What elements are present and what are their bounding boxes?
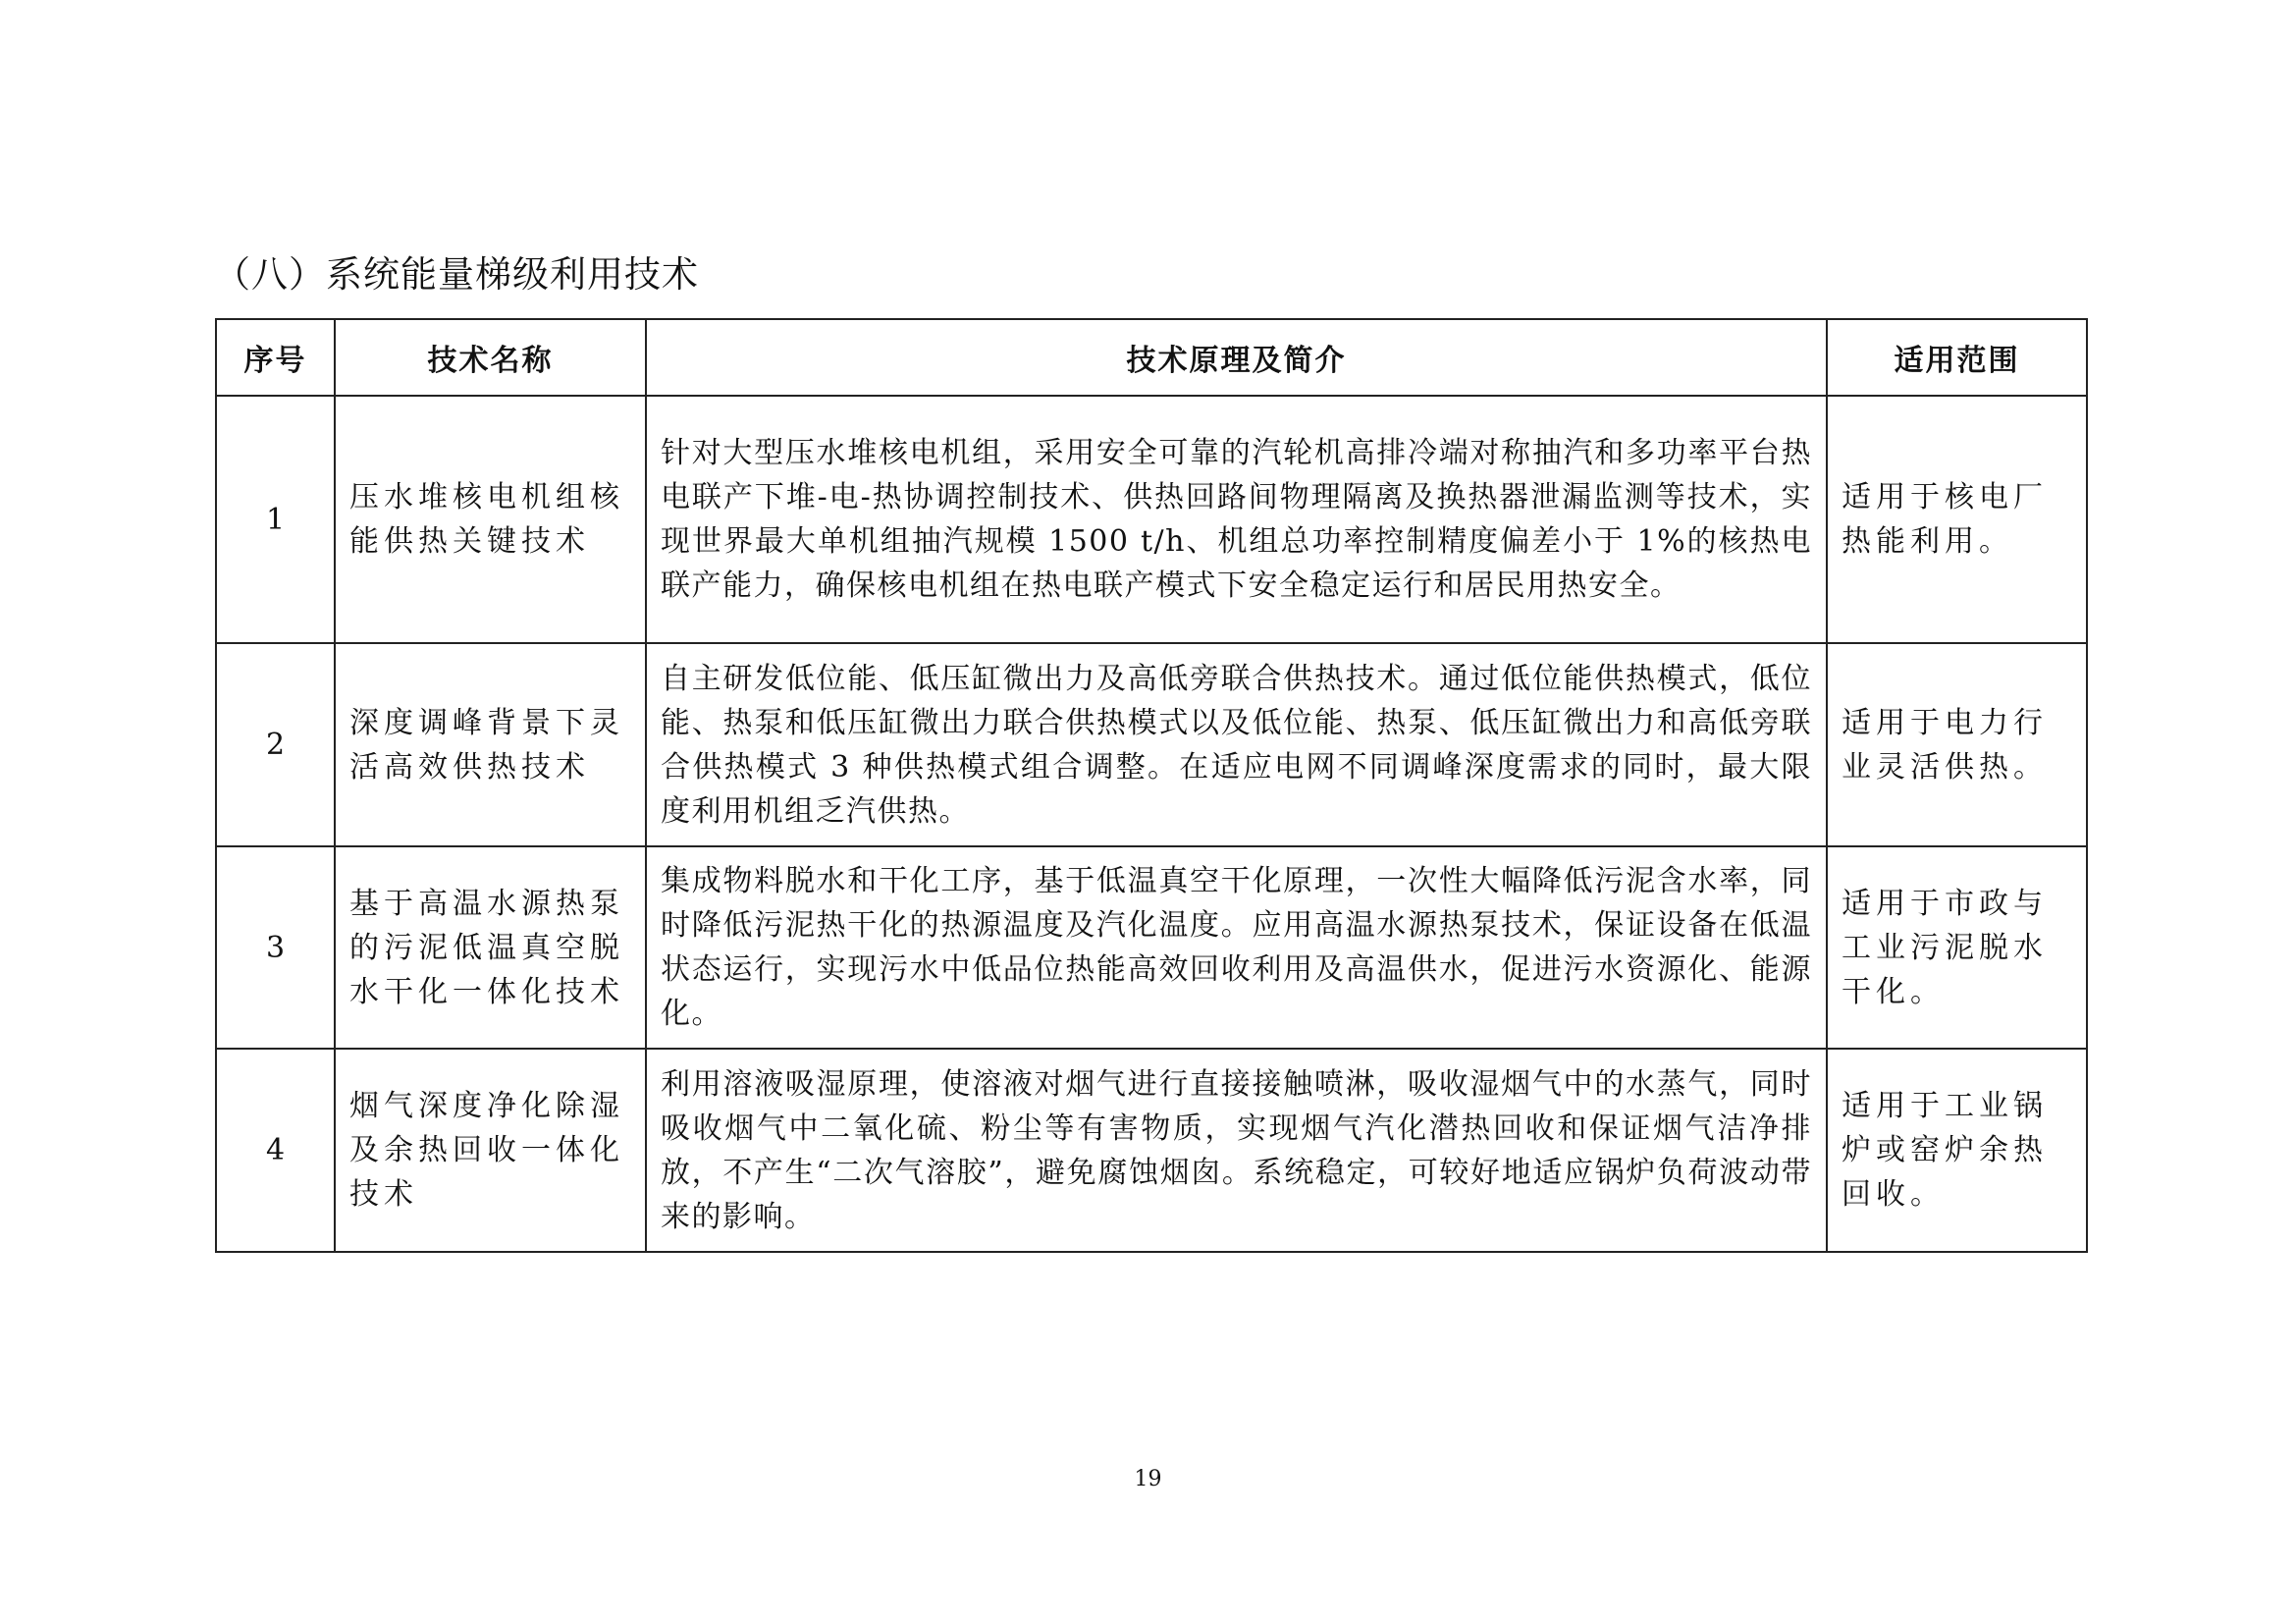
row-scope: 适用于核电厂热能利用。: [1827, 396, 2087, 643]
page-number: 19: [1134, 1467, 1162, 1491]
row-tech-name: 压水堆核电机组核能供热关键技术: [335, 396, 646, 643]
row-tech-name: 基于高温水源热泵的污泥低温真空脱水干化一体化技术: [335, 846, 646, 1049]
table-row: [216, 1049, 2087, 1252]
technology-table: [215, 318, 2088, 1253]
table-row: [216, 643, 2087, 846]
row-tech-name: 深度调峰背景下灵活高效供热技术: [335, 643, 646, 846]
table-header-row: [216, 319, 2087, 396]
row-description: 针对大型压水堆核电机组，采用安全可靠的汽轮机高排冷端对称抽汽和多功率平台热电联产下堆-电-热协调控制技术、供热回路间物理隔离及换热器泄漏监测等技术，实现世界最大单机组抽汽规模 1500 t/h、机组总功率控制精度偏差小于 1%的核热电联产能力，确保核电机组在热电联产模式下安全稳定运行和居民用热安全。: [646, 396, 1827, 643]
row-description: 利用溶液吸湿原理，使溶液对烟气进行直接接触喷淋，吸收湿烟气中的水蒸气，同时吸收烟气中二氧化硫、粉尘等有害物质，实现烟气汽化潜热回收和保证烟气洁净排放，不产生“二次气溶胶”，避免腐蚀烟囱。系统稳定，可较好地适应锅炉负荷波动带来的影响。: [646, 1049, 1827, 1252]
row-description: 自主研发低位能、低压缸微出力及高低旁联合供热技术。通过低位能供热模式，低位能、热泵和低压缸微出力联合供热模式以及低位能、热泵、低压缸微出力和高低旁联合供热模式 3 种供热模式组合调整。在适应电网不同调峰深度需求的同时，最大限度利用机组乏汽供热。: [646, 643, 1827, 846]
row-description: 集成物料脱水和干化工序，基于低温真空干化原理，一次性大幅降低污泥含水率，同时降低污泥热干化的热源温度及汽化温度。应用高温水源热泵技术，保证设备在低温状态运行，实现污水中低品位热能高效回收利用及高温供水，促进污水资源化、能源化。: [646, 846, 1827, 1049]
row-scope: 适用于市政与工业污泥脱水干化。: [1827, 846, 2087, 1049]
row-seq: 4: [216, 1049, 335, 1252]
row-seq: 1: [216, 396, 335, 643]
section-title: （八）系统能量梯级利用技术: [214, 253, 699, 296]
row-tech-name: 烟气深度净化除湿及余热回收一体化技术: [335, 1049, 646, 1252]
header-description: 技术原理及简介: [646, 319, 1827, 396]
header-name: 技术名称: [335, 319, 646, 396]
header-seq: 序号: [216, 319, 335, 396]
row-seq: 2: [216, 643, 335, 846]
row-scope: 适用于工业锅炉或窑炉余热回收。: [1827, 1049, 2087, 1252]
row-scope: 适用于电力行业灵活供热。: [1827, 643, 2087, 846]
table-row: [216, 396, 2087, 643]
table-row: [216, 846, 2087, 1049]
header-scope: 适用范围: [1827, 319, 2087, 396]
row-seq: 3: [216, 846, 335, 1049]
